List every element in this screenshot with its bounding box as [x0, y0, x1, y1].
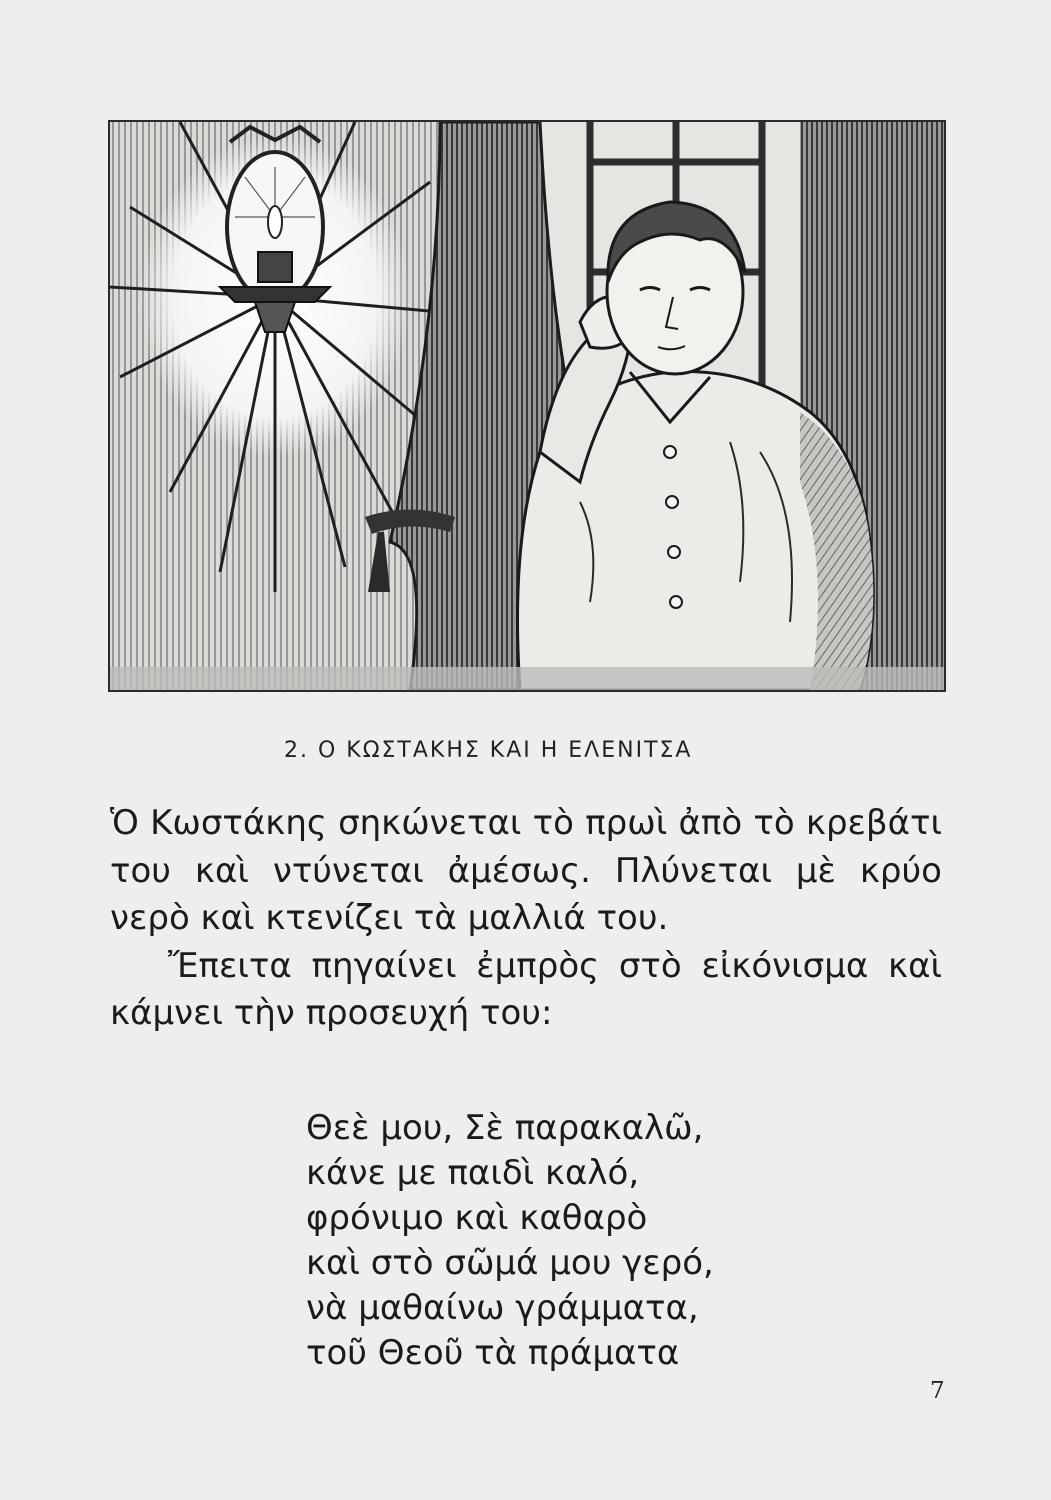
illustration — [108, 120, 946, 692]
chapter-title: 2. Ο ΚΩΣΤΑΚΗΣ ΚΑΙ Η ΕΛΕΝΙΤΣΑ — [284, 738, 693, 763]
paragraph-1: Ὁ Κωστάκης σηκώνεται τὸ πρωὶ ἀπὸ τὸ κρεβάτι του καὶ ντύνεται ἀμέσως. Πλύνεται μὲ κρύο νερὸ καὶ κτενίζει τὰ μαλλιά του. — [110, 803, 942, 938]
prayer-line: κάνε με παιδὶ καλό, — [306, 1153, 640, 1193]
prayer-line: νὰ μαθαίνω γράμματα, — [306, 1288, 699, 1328]
prayer-line: φρόνιμο καὶ καθαρὸ — [306, 1198, 648, 1238]
prayer-line: καὶ στὸ σῶμά μου γερό, — [306, 1243, 714, 1283]
paragraph-2: Ἔπειτα πηγαίνει ἐμπρὸς στὸ εἰκόνισμα καὶ κάμνει τὴν προσευχή του: — [110, 945, 942, 1033]
prayer-line: τοῦ Θεοῦ τὰ πράματα — [306, 1333, 680, 1373]
body-text — [110, 800, 942, 1038]
boy-praying-illustration — [110, 122, 944, 690]
prayer-verse — [306, 1106, 714, 1376]
page-number: 7 — [930, 1378, 945, 1404]
prayer-line: Θεὲ μου, Σὲ παρακαλῶ, — [306, 1108, 704, 1148]
